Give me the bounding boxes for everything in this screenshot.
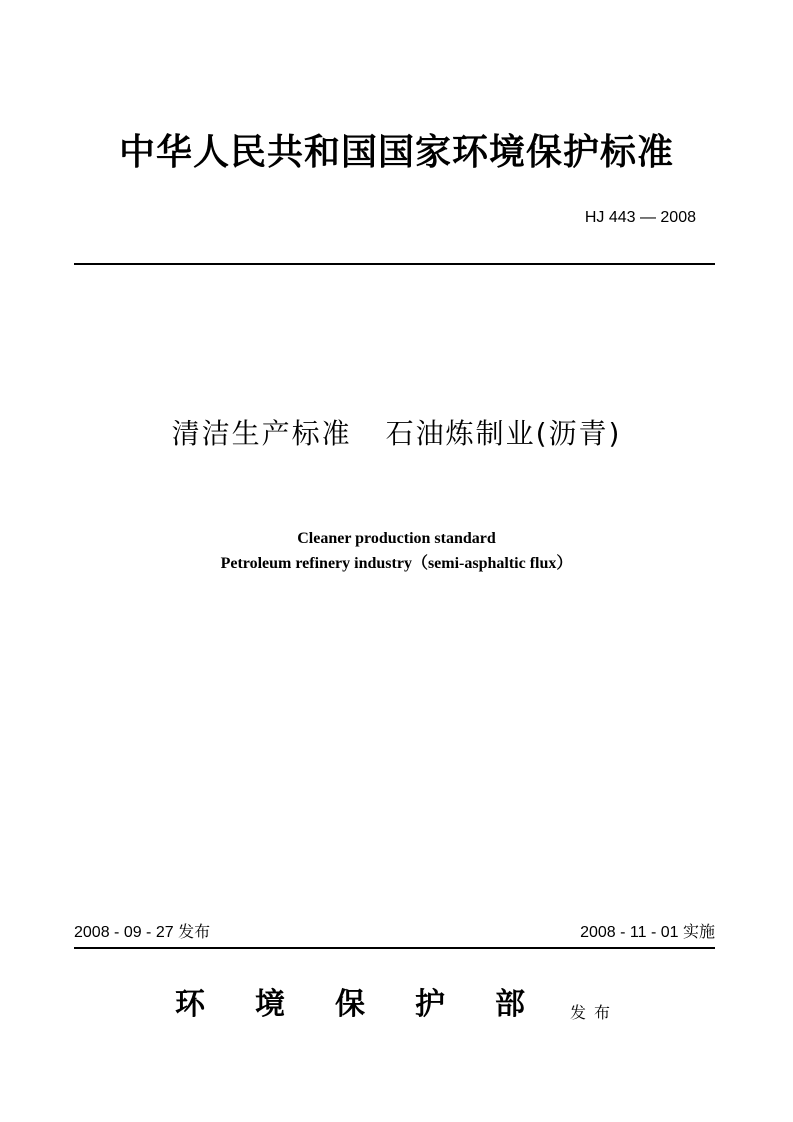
standard-code: HJ 443 — 2008: [584, 209, 696, 226]
implementation-date: 2008 - 11 - 01 实施: [580, 924, 715, 941]
chinese-title: [0, 414, 793, 454]
chinese-title-part2: 石油炼制业(沥青): [385, 417, 622, 450]
english-title-line2: Petroleum refinery industry（semi-asphaltic flux）: [220, 555, 573, 572]
chinese-title-part1: 清洁生产标准: [171, 417, 352, 450]
issuing-authority: 环境保护部: [175, 987, 575, 1022]
standard-category-title: 中华人民共和国国家环境保护标准: [118, 131, 674, 173]
bottom-divider: [74, 947, 715, 949]
issue-date: 2008 - 09 - 27 发布: [74, 924, 211, 941]
english-title-line1: Cleaner production standard: [297, 530, 496, 547]
top-divider: [74, 263, 715, 265]
issuing-authority-suffix: 发布: [570, 1003, 619, 1022]
